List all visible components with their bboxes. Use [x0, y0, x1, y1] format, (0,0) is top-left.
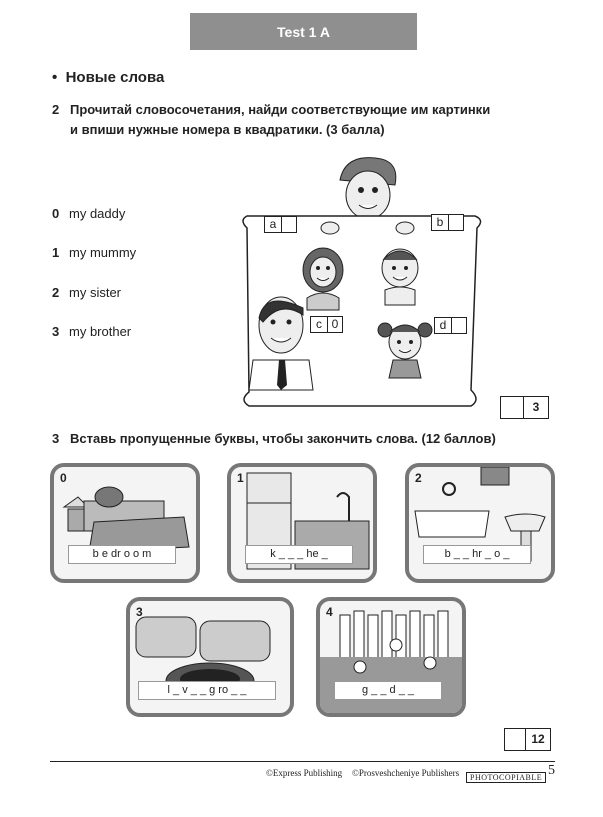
answer-box-b[interactable] [431, 214, 464, 231]
item-text: my brother [69, 324, 132, 339]
answer-box-letter: b [432, 215, 449, 230]
answer-box-value [452, 318, 466, 333]
item-number: 0 [52, 206, 60, 221]
word-field[interactable]: b e dr o o m [68, 545, 176, 564]
section-title: Новые слова [65, 69, 165, 86]
question-2-number: 2 [52, 102, 60, 117]
question-3-text: Вставь пропущенные буквы, чтобы закончить слова. (12 баллов) [70, 431, 496, 446]
footer-publisher-1: ©Express Publishing [266, 768, 343, 778]
item-text: my daddy [69, 206, 126, 221]
picture-card-living-room [126, 597, 294, 717]
item-number: 3 [52, 324, 60, 339]
word-field[interactable]: g _ _ d _ _ [334, 681, 442, 700]
footer-divider [50, 761, 555, 762]
answer-box-d[interactable] [434, 317, 467, 334]
card-number: 0 [60, 471, 67, 485]
picture-card-bedroom [50, 463, 200, 583]
card-number: 1 [237, 471, 244, 485]
picture-card-bathroom [405, 463, 555, 583]
picture-card-garden [316, 597, 466, 717]
list-item [52, 324, 131, 339]
item-text: my mummy [69, 245, 137, 260]
answer-box-value: 0 [331, 317, 339, 331]
word-field[interactable]: b _ _ hr _ o _ [423, 545, 531, 564]
answer-box-c[interactable] [310, 316, 343, 333]
section-heading: • Новые слова [52, 69, 165, 86]
question-3 [52, 429, 496, 449]
item-text: my sister [69, 285, 121, 300]
footer-publisher-2: ©Prosveshcheniye Publishers [352, 768, 460, 778]
answer-box-value [449, 215, 463, 230]
card-number: 3 [136, 605, 143, 619]
question-2-line2: и впиши нужные номера в квадратики. (3 балла) [70, 122, 385, 137]
item-number: 2 [52, 285, 60, 300]
card-number: 2 [415, 471, 422, 485]
answer-box-a[interactable] [264, 216, 297, 233]
score-value: 12 [525, 729, 550, 750]
family-poster-illustration [235, 150, 490, 420]
question-3-number: 3 [52, 431, 60, 446]
list-item [52, 245, 136, 260]
answer-box-letter: d [435, 318, 452, 333]
question-2-line1: Прочитай словосочетания, найди соответствующие им картинки [70, 102, 491, 117]
answer-box-value [282, 217, 296, 232]
test-banner: Test 1 A [190, 13, 417, 50]
question-2 [52, 100, 490, 140]
score-box-q3 [504, 728, 551, 751]
list-item [52, 285, 121, 300]
page-number: 5 [548, 763, 555, 778]
word-field[interactable]: l _ v _ _ g ro _ _ [138, 681, 276, 700]
picture-card-kitchen [227, 463, 377, 583]
list-item [52, 206, 125, 221]
photocopiable-label: PHOTOCOPIABLE [466, 772, 546, 783]
score-box-q2 [500, 396, 549, 419]
item-number: 1 [52, 245, 60, 260]
score-value: 3 [523, 397, 548, 418]
answer-box-letter: a [265, 217, 282, 232]
card-number: 4 [326, 605, 333, 619]
answer-box-letter: c [311, 317, 328, 332]
word-field[interactable]: k _ _ _ he _ [245, 545, 353, 564]
